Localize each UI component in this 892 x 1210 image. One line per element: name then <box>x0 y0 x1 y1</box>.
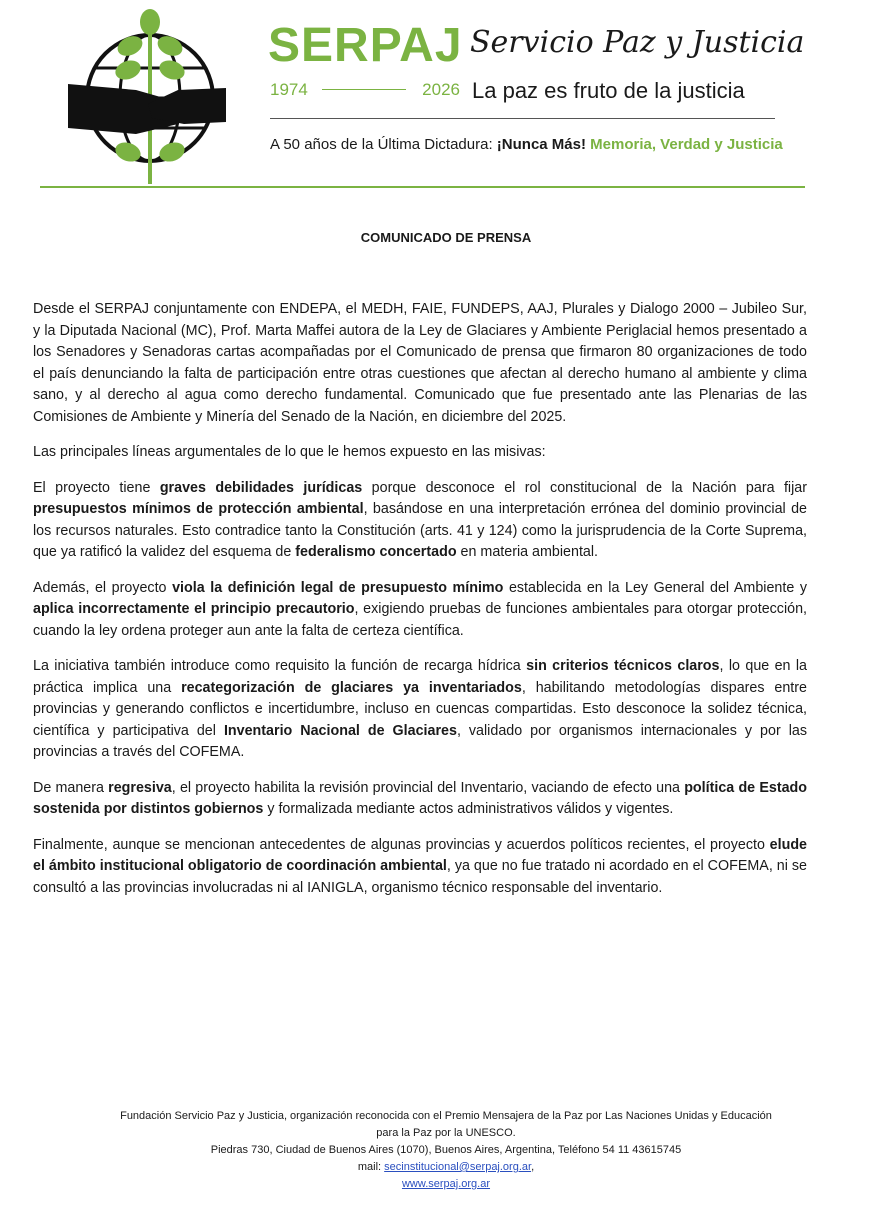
bold-text: federalismo concertado <box>295 544 457 560</box>
brand-name: SERPAJ <box>268 19 463 72</box>
year-start: 1974 <box>270 80 308 99</box>
footer-mail-row <box>0 1159 892 1176</box>
anniversary-years <box>270 80 460 100</box>
paragraph-3 <box>33 478 807 564</box>
text: El proyecto tiene <box>33 479 160 496</box>
text: , el proyecto habilita la revisión provincial del Inventario, vaciando de efecto una <box>171 779 685 796</box>
text: La iniciativa también introduce como requisito la función de recarga hídrica <box>33 658 527 674</box>
paragraph-5 <box>33 656 807 764</box>
year-end: 2026 <box>422 80 460 99</box>
years-divider <box>322 89 406 90</box>
text: , lo que en la práctica implica una <box>33 658 808 696</box>
footer <box>0 1108 892 1193</box>
text: establecida en la Ley General del Ambiente y <box>503 579 807 596</box>
header-green-rule <box>40 186 805 188</box>
footer-line-1: Fundación Servicio Paz y Justicia, organización reconocida con el Premio Mensajera de la Paz por Las Naciones Unidas y Educación <box>120 1110 772 1122</box>
memoria-green: Memoria, Verdad y Justicia <box>585 136 783 153</box>
memoria-prefix: A 50 años de la Última Dictadura: <box>270 136 497 153</box>
mail-link[interactable]: secinstitucional@serpaj.org.ar <box>384 1161 532 1173</box>
text: De manera <box>33 779 109 796</box>
text: , ya que no fue tratado ni acordado en el COFEMA, ni se consultó a las provincias involucradas ni al IANIGLA, organismo técnico responsable del inventario. <box>33 858 808 896</box>
organization-title: Servicio Paz y Justicia <box>470 25 805 60</box>
memoria-bold: ¡Nunca Más! <box>496 136 586 153</box>
footer-address: Piedras 730, Ciudad de Buenos Aires (1070), Buenos Aires, Argentina, Teléfono 54 11 43615745 <box>210 1144 682 1156</box>
bold-text: aplica incorrectamente el principio precautorio <box>33 601 355 617</box>
footer-web-row <box>0 1176 892 1193</box>
text: porque desconoce el rol constitucional de la Nación para fijar <box>362 479 807 496</box>
tagline: La paz es fruto de la justicia <box>472 78 745 103</box>
text: , basándose en una interpretación errónea del dominio provincial de los recursos naturales. Esto contradice tanto la Constitución (arts. 41 y 124) como la jurisprudencia de la Corte Suprema, que ya ratificó la validez del esquema de <box>33 501 807 560</box>
bold-text: política de Estado sostenida por distintos gobiernos <box>33 779 808 817</box>
footer-line-2: para la Paz por la UNESCO. <box>376 1127 516 1139</box>
bold-text: Inventario Nacional de Glaciares <box>223 722 457 739</box>
mail-label: mail: <box>357 1161 385 1173</box>
memoria-banner <box>270 136 783 153</box>
bold-text: regresiva <box>108 779 172 796</box>
paragraph-1: Desde el SERPAJ conjuntamente con ENDEPA, el MEDH, FAIE, FUNDEPS, AAJ, Plurales y Dialogo 2000 – Jubileo Sur, y la Diputada Nacional (MC), Prof. Marta Maffei autora de la Ley de Glaciares y Ambiente Periglacial hemos presentado a los Senadores y Senadoras cartas acompañadas por el Comunicado de prensa que firmaron 80 organizaciones de todo el país denunciando la falta de participación entre otras cuestiones que afectan al derecho humano al ambiente y clima sano, y al derecho al agua como derecho fundamental. Comunicado que fue presentado ante las Plenarias de las Comisiones de Ambiente y Minería del Senado de la Nación, en diciembre del 2025. <box>33 301 807 425</box>
paragraph-2: Las principales líneas argumentales de lo que le hemos expuesto en las misivas: <box>33 444 546 460</box>
bold-text: recategorización de glaciares ya inventariados <box>181 679 522 696</box>
text: , validado por organismos internacionales y por las provincias a través del COFEMA. <box>33 722 807 760</box>
bold-text: presupuestos mínimos de protección ambiental <box>33 501 364 517</box>
document-heading: COMUNICADO DE PRENSA <box>360 230 532 245</box>
website-link[interactable]: www.serpaj.org.ar <box>401 1178 491 1190</box>
text: Finalmente, aunque se mencionan antecedentes de algunas provincias y acuerdos políticos recientes, el proyecto <box>33 836 770 853</box>
paragraph-7 <box>33 835 807 900</box>
document-body <box>33 299 807 913</box>
text: Además, el proyecto <box>33 579 173 596</box>
paragraph-4 <box>33 578 807 643</box>
header-divider <box>270 118 775 119</box>
bold-text: elude el ámbito institucional obligatorio de coordinación ambiental <box>33 836 807 874</box>
bold-text: sin criterios técnicos claros <box>526 658 720 674</box>
paragraph-6 <box>33 778 807 821</box>
text: en materia ambiental. <box>456 544 599 560</box>
serpaj-logo-icon <box>66 6 236 186</box>
bold-text: graves debilidades jurídicas <box>159 479 363 496</box>
bold-text: viola la definición legal de presupuesto mínimo <box>172 579 504 596</box>
text: , exigiendo pruebas de funciones ambientales para otorgar protección, cuando la ley ordena proteger aun ante la falta de certeza científica. <box>33 601 807 639</box>
text: y formalizada mediante actos administrativos válidos y vigentes. <box>263 801 674 817</box>
text: , habilitando metodologías dispares entre provincias y generando conflictos e incertidumbre, incluso en cuencas compartidas. Esto desconoce la solidez técnica, científica y participativa del <box>33 679 807 739</box>
mail-suffix: , <box>531 1161 535 1173</box>
